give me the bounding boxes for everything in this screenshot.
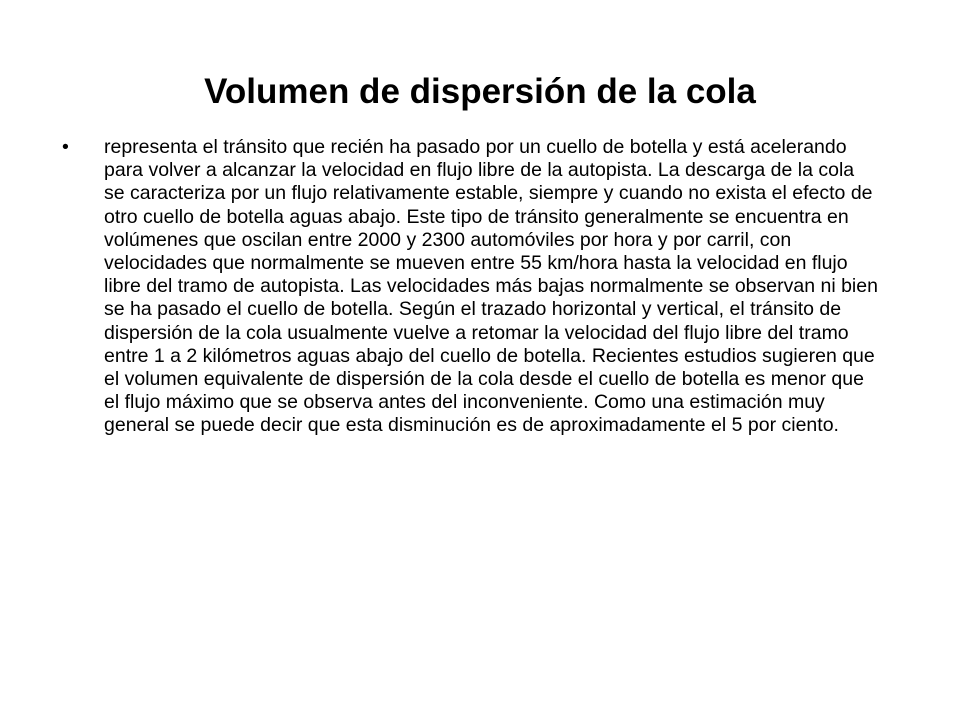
bullet-text: representa el tránsito que recién ha pasado por un cuello de botella y está acelerando para volver a alcanzar la velocidad en flujo libre de la autopista. La descarga de la cola se caracteriza por un flujo relativamente estable, siempre y cuando no exista el efecto de otro cuello de botella aguas abajo. Este tipo de tránsito generalmente se encuentra en volúmenes que oscilan entre 2000 y 2300 automóviles por hora y por carril, con velocidades que normalmente se mueven entre 55 km/hora hasta la velocidad en flujo libre del tramo de autopista. Las velocidades más bajas normalmente se observan ni bien se ha pasado el cuello de botella. Según el trazado horizontal y vertical, el tránsito de dispersión de la cola usualmente vuelve a retomar la velocidad del flujo libre del tramo entre 1 a 2 kilómetros aguas abajo del cuello de botella. Recientes estudios sugieren que el volumen equivalente de dispersión de la cola desde el cuello de botella es menor que el flujo máximo que se observa antes del inconveniente. Como una estimación muy general se puede decir que esta disminución es de aproximadamente el 5 por ciento. <box>104 136 878 437</box>
slide-body <box>60 136 880 438</box>
bullet-dot-icon: • <box>62 136 69 158</box>
slide-title: Volumen de dispersión de la cola <box>204 72 756 111</box>
bullet-item <box>60 136 880 438</box>
